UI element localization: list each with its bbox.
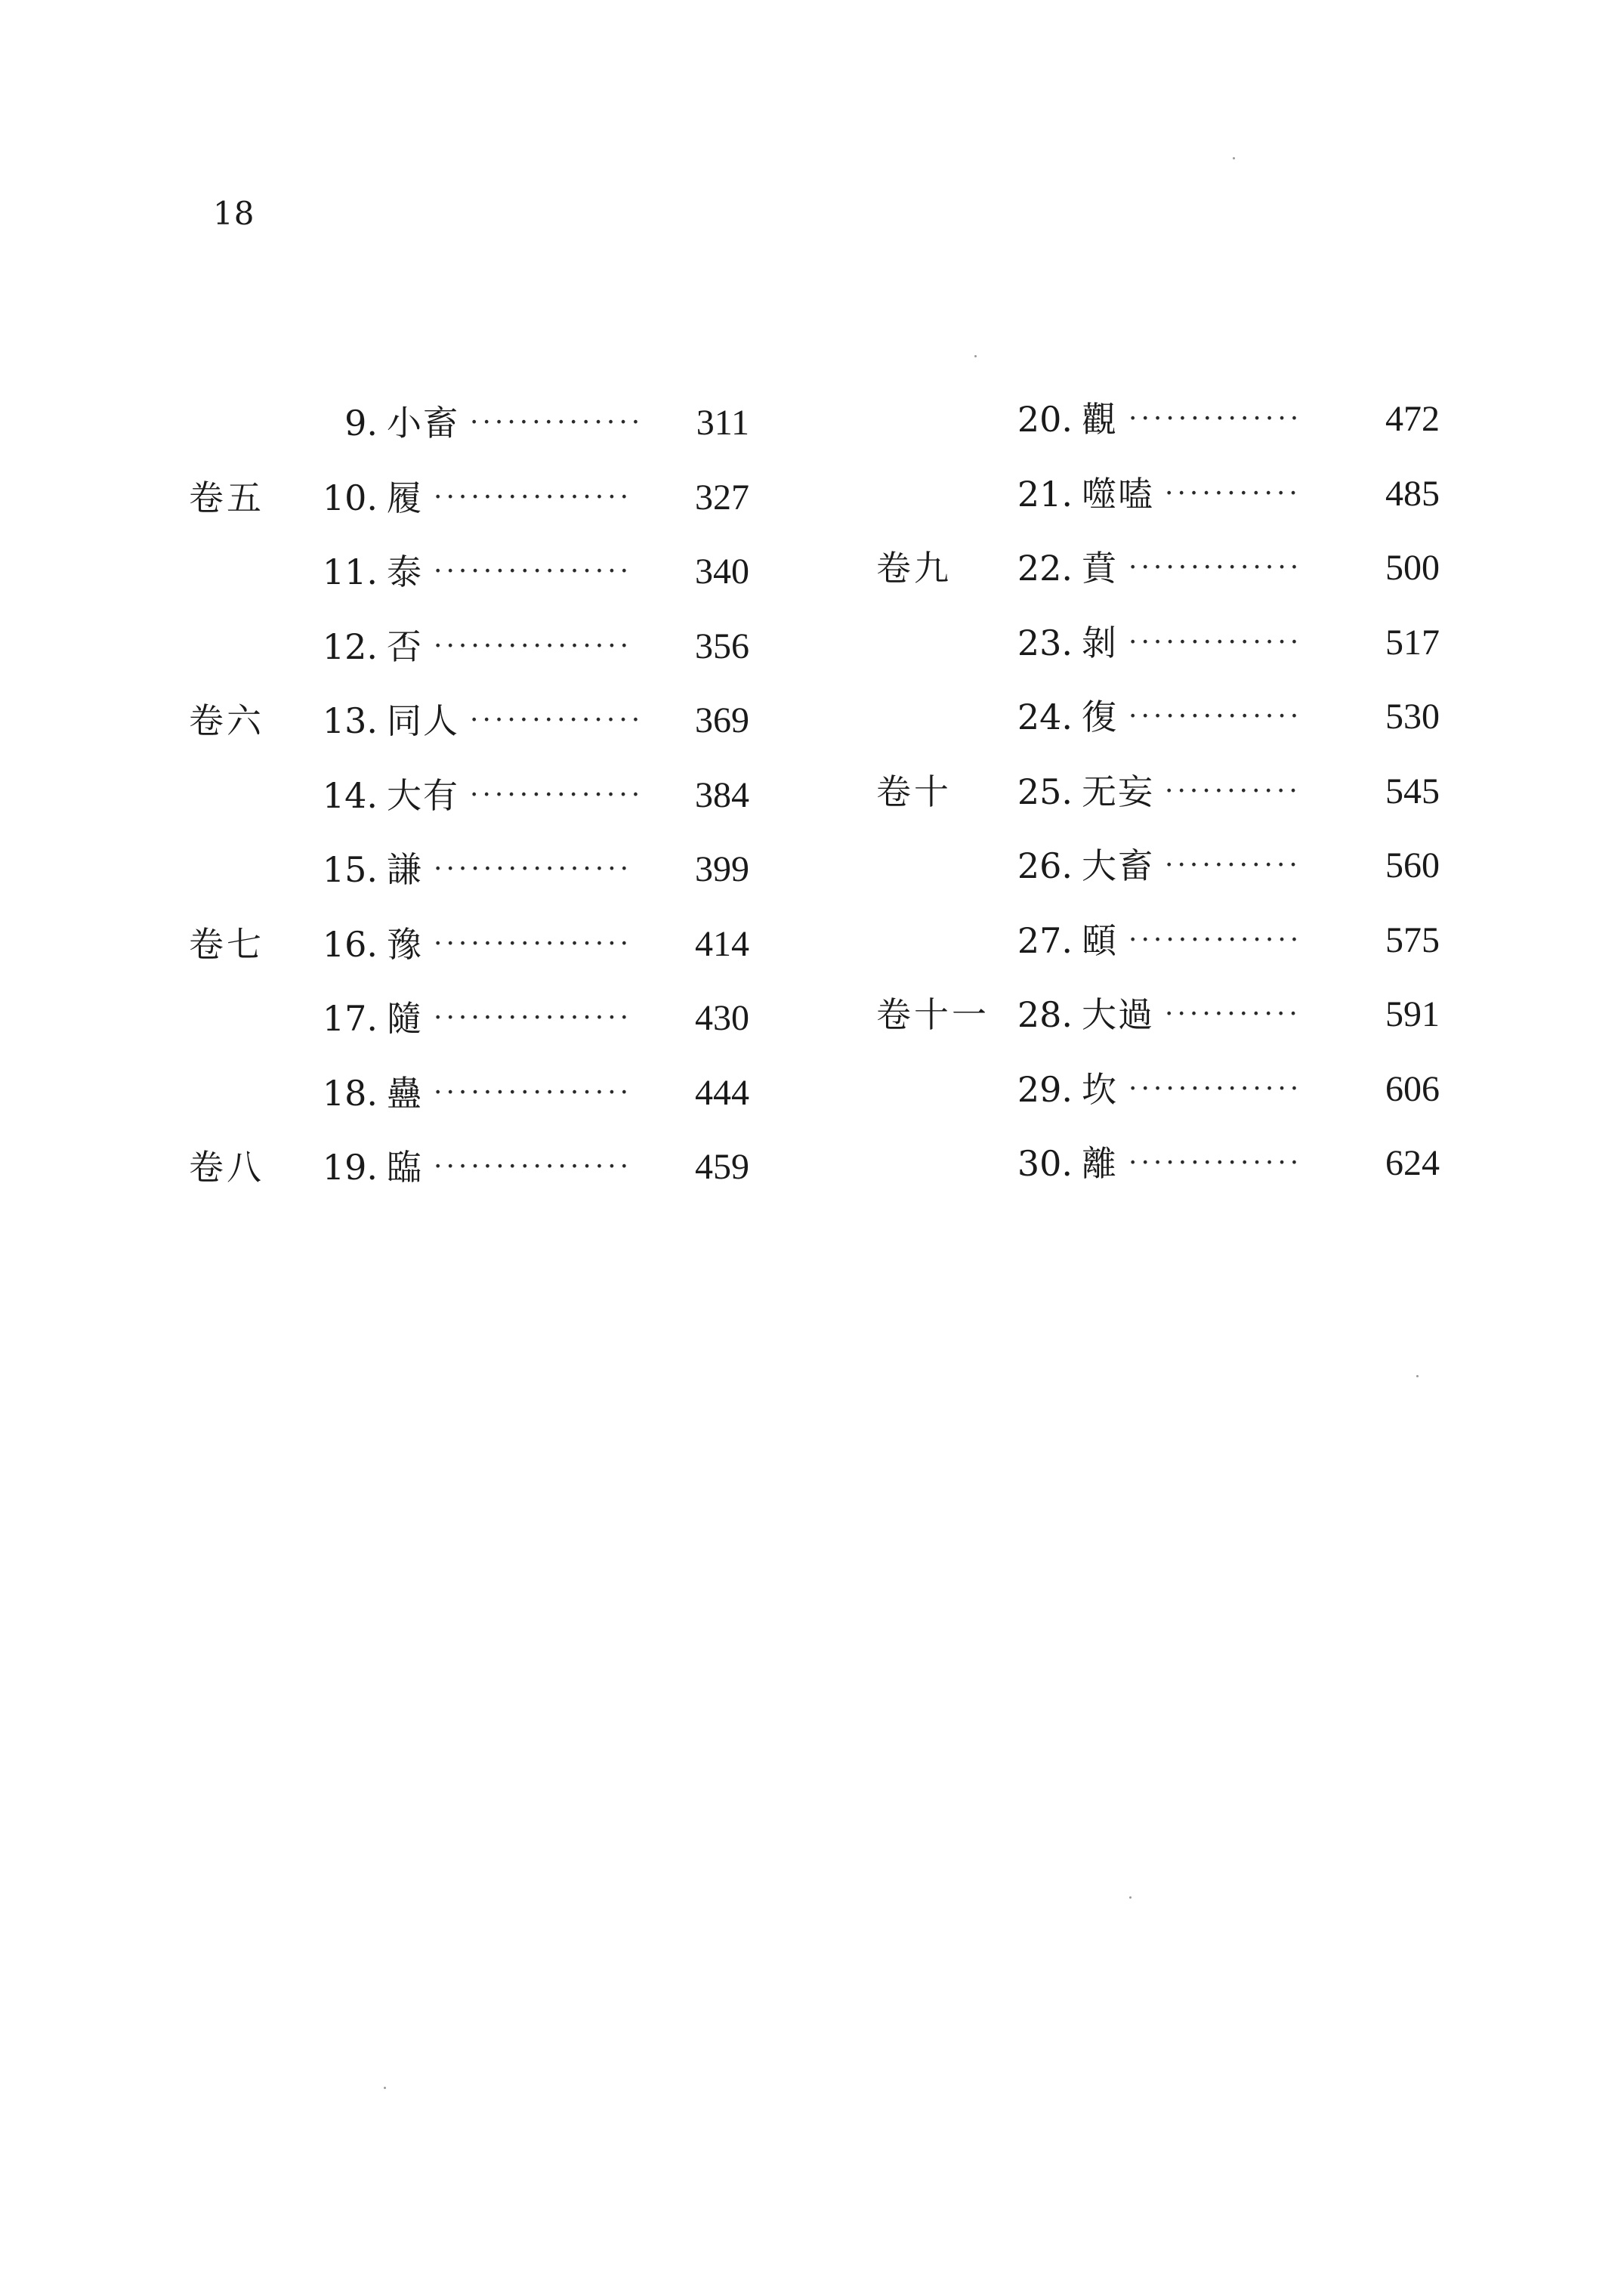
entry-title: 否	[387, 626, 423, 667]
entry-title: 大畜	[1082, 845, 1154, 886]
volume-label: 卷六	[189, 700, 264, 741]
dot-leader: ················	[434, 556, 633, 587]
dot-leader: ··············	[1128, 626, 1303, 658]
dot-leader: ················	[434, 630, 633, 662]
entry-number: 25.	[1017, 771, 1073, 812]
entry-page: 399	[695, 849, 749, 889]
volume-label: 卷七	[189, 923, 264, 965]
toc-entry	[189, 839, 869, 914]
dot-leader: ··············	[1128, 924, 1303, 956]
volume-label: 卷八	[189, 1147, 264, 1188]
dot-leader: ················	[434, 481, 633, 513]
scan-speck	[1416, 1375, 1419, 1377]
entry-title: 履	[387, 477, 423, 518]
scan-speck	[974, 355, 977, 357]
entry-title: 泰	[387, 552, 423, 592]
entry-number: 14.	[322, 774, 378, 816]
toc-entry	[189, 765, 869, 840]
entry-page: 591	[1385, 994, 1440, 1034]
entry-page: 500	[1385, 548, 1440, 588]
entry-number: 23.	[1017, 622, 1073, 663]
dot-leader: ···········	[1165, 850, 1301, 881]
entry-page: 624	[1385, 1143, 1440, 1183]
entry-page: 560	[1385, 845, 1440, 885]
entry-page: 369	[695, 700, 749, 740]
toc-entry	[189, 1137, 869, 1212]
entry-number: 22.	[1017, 548, 1073, 589]
entry-title: 蠱	[387, 1072, 423, 1114]
toc-entry	[189, 988, 869, 1063]
toc-right-column	[876, 389, 1556, 1208]
toc-entry	[189, 617, 869, 691]
entry-title: 噬嗑	[1082, 473, 1154, 515]
entry-title: 无妄	[1082, 771, 1154, 812]
toc-entry	[876, 910, 1556, 985]
volume-label: 卷九	[876, 548, 952, 589]
toc-entry	[876, 389, 1556, 464]
scan-speck	[384, 2087, 386, 2089]
toc-entry	[876, 984, 1556, 1059]
dot-leader: ··············	[470, 779, 644, 811]
entry-title: 同人	[387, 700, 459, 741]
entry-page: 459	[695, 1147, 749, 1187]
toc-entry	[189, 1063, 869, 1138]
entry-number: 9.	[344, 403, 378, 443]
entry-title: 頤	[1082, 919, 1118, 961]
scan-speck	[1233, 157, 1235, 159]
entry-number: 16.	[322, 923, 378, 965]
entry-page: 545	[1385, 771, 1440, 811]
entry-number: 17.	[322, 998, 378, 1039]
toc-entry	[189, 914, 869, 989]
dot-leader: ··············	[1128, 403, 1303, 434]
page-number: 18	[213, 195, 255, 232]
entry-page: 472	[1385, 399, 1440, 439]
entry-number: 21.	[1017, 473, 1073, 515]
toc-entry	[876, 1059, 1556, 1134]
entry-title: 大有	[387, 774, 459, 816]
dot-leader: ··············	[470, 407, 644, 438]
entry-page: 444	[695, 1072, 749, 1113]
dot-leader: ··············	[1128, 1073, 1303, 1105]
entry-title: 謙	[387, 849, 423, 890]
entry-title: 剝	[1082, 622, 1118, 663]
entry-number: 24.	[1017, 697, 1073, 737]
dot-leader: ··············	[1128, 552, 1303, 583]
toc-entry	[876, 613, 1556, 688]
dot-leader: ················	[434, 928, 633, 960]
toc-left-column	[189, 393, 869, 1212]
scan-speck	[1129, 1896, 1132, 1899]
dot-leader: ················	[434, 1003, 633, 1034]
entry-number: 13.	[322, 700, 378, 741]
entry-page: 530	[1385, 697, 1440, 737]
entry-page: 575	[1385, 919, 1440, 960]
entry-page: 356	[695, 626, 749, 666]
dot-leader: ················	[434, 1151, 633, 1182]
entry-title: 離	[1082, 1143, 1118, 1184]
toc-entry	[876, 687, 1556, 762]
entry-page: 311	[696, 403, 749, 443]
toc-entry	[876, 464, 1556, 539]
volume-label: 卷十	[876, 771, 952, 812]
toc-entry	[876, 1133, 1556, 1208]
toc-entry	[189, 393, 869, 468]
entry-number: 29.	[1017, 1068, 1073, 1110]
entry-number: 20.	[1017, 399, 1073, 440]
dot-leader: ··············	[470, 705, 644, 736]
entry-title: 臨	[387, 1147, 423, 1188]
entry-number: 18.	[322, 1072, 378, 1114]
entry-title: 隨	[387, 998, 423, 1039]
dot-leader: ················	[434, 854, 633, 885]
entry-page: 485	[1385, 473, 1440, 514]
dot-leader: ··············	[1128, 1148, 1303, 1179]
entry-title: 豫	[387, 923, 423, 965]
entry-title: 坎	[1082, 1068, 1118, 1110]
dot-leader: ···········	[1165, 775, 1301, 807]
entry-page: 327	[695, 477, 749, 518]
volume-label: 卷五	[189, 477, 264, 518]
entry-number: 27.	[1017, 919, 1073, 961]
toc-entry	[189, 691, 869, 765]
entry-number: 10.	[322, 477, 378, 518]
entry-number: 28.	[1017, 994, 1073, 1035]
toc-entry	[189, 468, 869, 542]
toc-entry	[876, 762, 1556, 836]
entry-page: 340	[695, 552, 749, 592]
entry-number: 30.	[1017, 1143, 1073, 1184]
dot-leader: ···········	[1165, 477, 1301, 509]
entry-title: 小畜	[387, 403, 459, 443]
entry-number: 15.	[322, 849, 378, 890]
entry-page: 517	[1385, 622, 1440, 663]
toc-entry	[876, 538, 1556, 613]
entry-title: 觀	[1082, 399, 1118, 440]
dot-leader: ···········	[1165, 999, 1301, 1030]
dot-leader: ················	[434, 1077, 633, 1108]
entry-page: 430	[695, 998, 749, 1038]
toc-entry	[189, 542, 869, 617]
entry-number: 11.	[322, 552, 378, 592]
entry-title: 大過	[1082, 994, 1154, 1035]
toc-entry	[876, 836, 1556, 910]
entry-page: 414	[695, 923, 749, 964]
entry-page: 384	[695, 774, 749, 815]
entry-title: 復	[1082, 697, 1118, 737]
volume-label: 卷十一	[876, 994, 990, 1035]
dot-leader: ··············	[1128, 701, 1303, 732]
entry-number: 12.	[322, 626, 378, 667]
entry-title: 賁	[1082, 548, 1118, 589]
entry-page: 606	[1385, 1068, 1440, 1109]
entry-number: 26.	[1017, 845, 1073, 886]
entry-number: 19.	[322, 1147, 378, 1188]
